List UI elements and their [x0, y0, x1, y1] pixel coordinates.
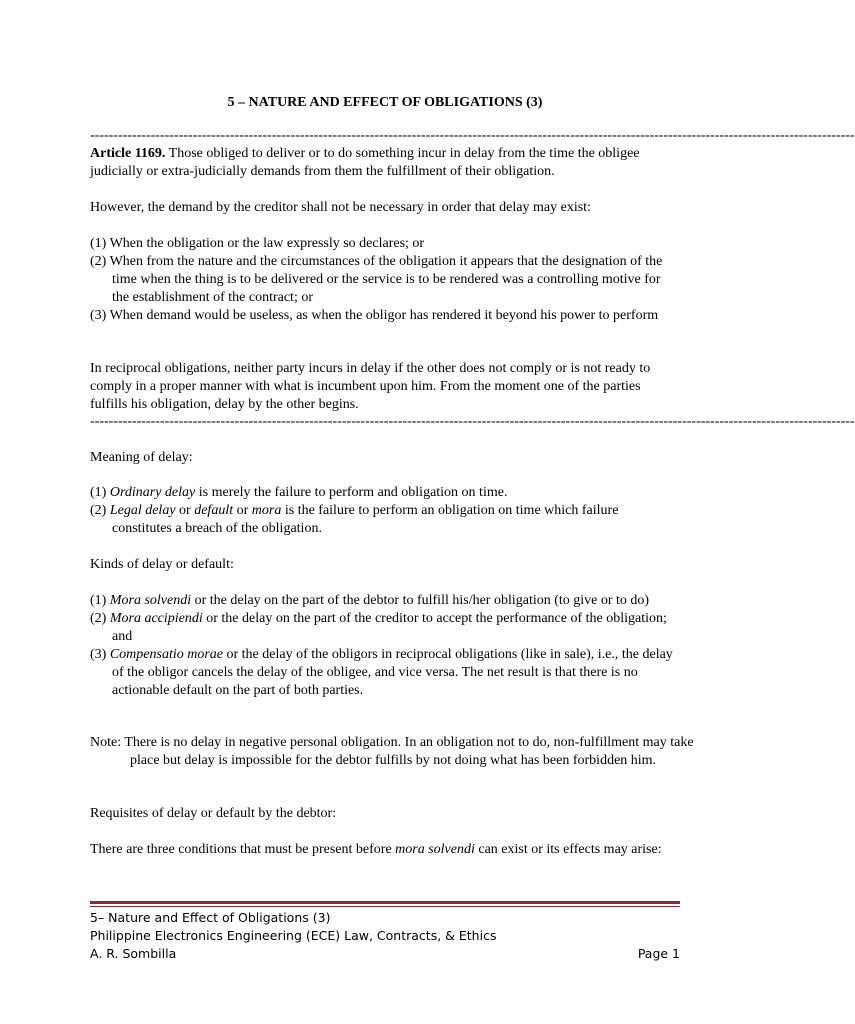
- conditions-list: [90, 235, 680, 325]
- footer-title: 5– Nature and Effect of Obligations (3): [90, 910, 331, 925]
- footer-author: A. R. Sombilla: [90, 946, 177, 961]
- list-item: (1) Ordinary delay is merely the failure to perform and obligation on time.: [90, 485, 508, 500]
- page-title: 5 – NATURE AND EFFECT OF OBLIGATIONS (3): [227, 95, 543, 110]
- list-item: (2) When from the nature and the circumstances of the obligation it appears that the designation of the time when the thing is to be delivered or the service is to be rendered was a controlling motive for the establishment of the contract; or: [90, 254, 663, 305]
- list-item: (1) Mora solvendi or the delay on the part of the debtor to fulfill his/her obligation (to give or to do): [90, 593, 650, 608]
- list-item: (2) Legal delay or default or mora is the failure to perform an obligation on time which failure constitutes a breach of the obligation.: [90, 503, 619, 536]
- article-text: Those obliged to deliver or to do something incur in delay from the time the obligee judicially or extra-judicially demands from them the fulfillment of their obligation.: [90, 146, 640, 179]
- footer-course: Philippine Electronics Engineering (ECE) Law, Contracts, & Ethics: [90, 928, 497, 943]
- note-paragraph: Note: There is no delay in negative personal obligation. In an obligation not to do, non-fulfillment may take place but delay is impossible for the debtor fulfills by not doing what has been forbidden him.: [90, 735, 694, 768]
- reciprocal-paragraph: In reciprocal obligations, neither party incurs in delay if the other does not comply or is not ready to comply in a proper manner with what is incumbent upon him. From the moment one of the parties fulfills his obligation, delay by the other begins.: [90, 361, 651, 412]
- list-item: (3) Compensatio morae or the delay of the obligors in reciprocal obligations (like in sale), i.e., the delay of the obligor cancels the delay of the obligee, and vice versa. The net result is that there is no actionable default on the part of both parties.: [90, 647, 673, 698]
- list-item: (2) Mora accipiendi or the delay on the part of the creditor to accept the performance of the obligation; and: [90, 611, 667, 644]
- kinds-heading: Kinds of delay or default:: [90, 557, 234, 572]
- meaning-list: [90, 484, 680, 538]
- page-footer: [90, 909, 680, 963]
- article-label: Article 1169.: [90, 146, 166, 161]
- meaning-heading: Meaning of delay:: [90, 450, 193, 465]
- list-item: (3) When demand would be useless, as when the obligor has rendered it beyond his power to perform: [90, 308, 659, 323]
- requisites-heading: Requisites of delay or default by the debtor:: [90, 806, 337, 821]
- list-item: (1) When the obligation or the law expressly so declares; or: [90, 236, 425, 251]
- dashed-divider-top: --------------------------------------------------------------------------------------------------------------------------------------------------------------------: [90, 128, 855, 143]
- page-number: Page 1: [637, 946, 680, 961]
- footer-divider: [90, 901, 680, 907]
- dashed-divider-bottom: --------------------------------------------------------------------------------------------------------------------------------------------------------------------: [90, 414, 855, 429]
- kinds-list: [90, 592, 680, 700]
- however-paragraph: However, the demand by the creditor shall not be necessary in order that delay may exist:: [90, 200, 591, 215]
- three-conditions-paragraph: There are three conditions that must be present before mora solvendi can exist or its effects may arise:: [90, 842, 662, 857]
- article-paragraph: [90, 145, 680, 181]
